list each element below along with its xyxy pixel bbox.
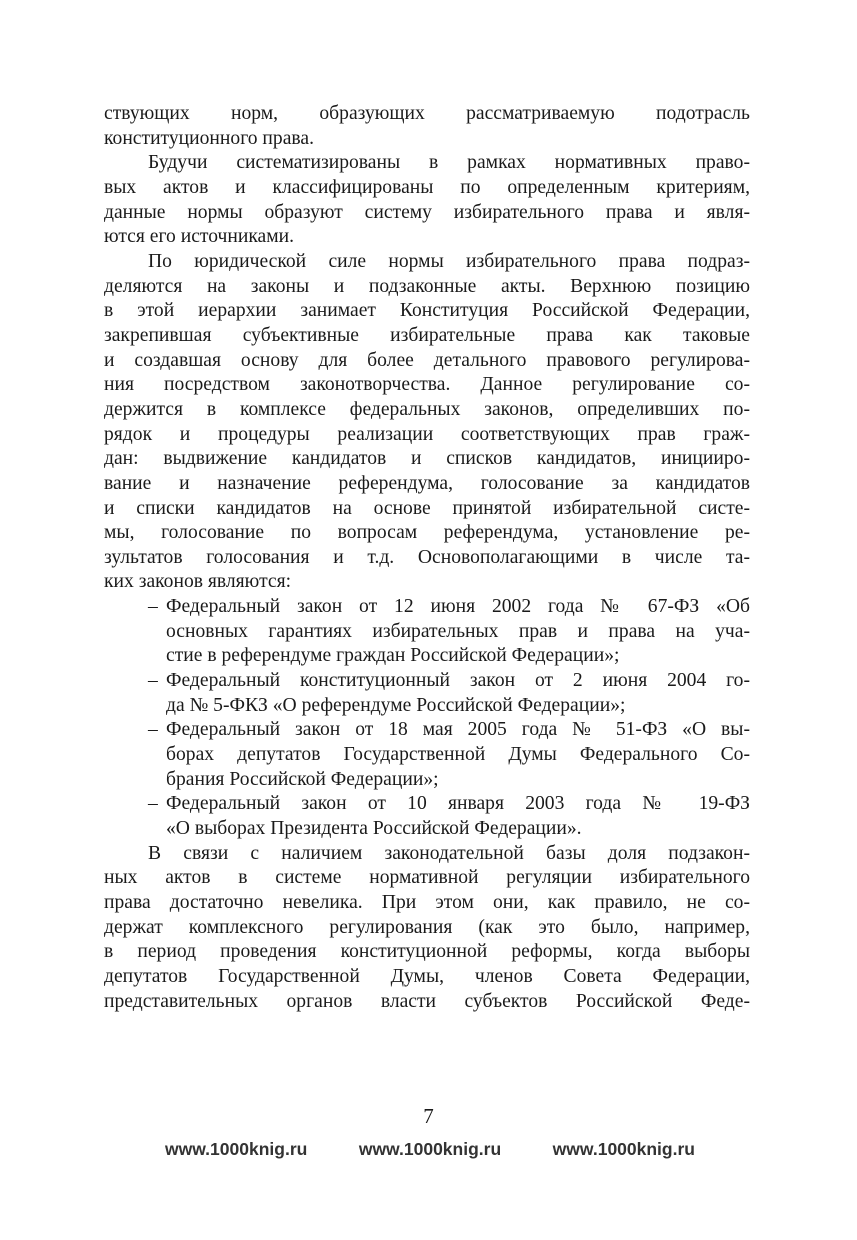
footer-link[interactable]: www.1000knig.ru — [552, 1139, 695, 1159]
list-item-line — [104, 595, 750, 620]
text-line: деляются на законы и подзаконные акты. Верхнюю позицию — [104, 275, 750, 297]
text-line: ких законов являются: — [104, 571, 292, 593]
text-line: ствующих норм, образующих рассматриваемую подотрасль — [104, 103, 750, 124]
text-line: рядок и процедуры реализации соответствующих прав граж- — [104, 423, 750, 445]
text-line: ния посредством законотворчества. Данное регулирование со- — [104, 374, 750, 396]
text-line: дан: выдвижение кандидатов и списков кандидатов, иницииро- — [104, 448, 750, 470]
body-text — [104, 102, 750, 1014]
text-line: основных гарантиях избирательных прав и права на уча- — [166, 620, 750, 642]
text-line: Будучи систематизированы в рамках нормативных право- — [148, 152, 750, 174]
text-line: вых актов и классифицированы по определенным критериям, — [104, 176, 750, 198]
text-line: держат комплексного регулирования (как это было, например, — [104, 916, 750, 938]
text-line: данные нормы образуют систему избирательного права и явля- — [104, 201, 750, 223]
text-line: борах депутатов Государственной Думы Федерального Со- — [166, 744, 750, 766]
text-line: зультатов голосования и т.д. Основополагающими в числе та- — [104, 546, 750, 568]
text-line: ных актов в системе нормативной регуляции избирательного — [104, 867, 750, 889]
list-dash: – — [148, 670, 158, 692]
text-line: стие в референдуме граждан Российской Федерации»; — [166, 645, 620, 667]
page-number: 7 — [423, 1104, 434, 1128]
text-line: закрепившая субъективные избирательные права как таковые — [104, 324, 750, 346]
text-line: мы, голосование по вопросам референдума, установление ре- — [104, 522, 750, 544]
text-line: ются его источниками. — [104, 226, 295, 248]
text-line: депутатов Государственной Думы, членов Совета Федерации, — [104, 965, 750, 987]
text-line: По юридической силе нормы избирательного права подраз- — [148, 250, 750, 272]
text-line: «О выборах Президента Российской Федерации». — [166, 818, 582, 840]
text-line: держится в комплексе федеральных законов, определивших по- — [104, 398, 750, 420]
list-item-text: Федеральный конституционный закон от 2 июня 2004 го- — [166, 670, 750, 692]
text-line: брания Российской Федерации»; — [166, 768, 439, 790]
text-line: и списки кандидатов на основе принятой избирательной систе- — [104, 497, 750, 519]
text-line: В связи с наличием законодательной базы доля подзакон- — [148, 842, 750, 864]
list-dash: – — [148, 596, 158, 618]
text-line: и создавшая основу для более детального правового регулирова- — [104, 349, 750, 371]
text-line: конституционного права. — [104, 127, 315, 149]
list-dash: – — [148, 719, 158, 741]
text-line: в этой иерархии занимает Конституция Российской Федерации, — [104, 300, 750, 322]
list-item-line — [104, 792, 750, 817]
text-line: в период проведения конституционной реформы, когда выборы — [104, 941, 750, 963]
list-item-line — [104, 669, 750, 694]
list-item-text: Федеральный закон от 18 мая 2005 года № 51-ФЗ «О вы- — [166, 719, 750, 741]
list-dash: – — [148, 793, 158, 815]
footer-link[interactable]: www.1000knig.ru — [358, 1139, 502, 1159]
list-item-text: Федеральный закон от 10 января 2003 года № 19-ФЗ — [166, 793, 750, 815]
text-line: права достаточно невелика. При этом они, как правило, не со- — [104, 892, 750, 913]
text-line: вание и назначение референдума, голосование за кандидатов — [104, 472, 750, 494]
footer-link[interactable]: www.1000knig.ru — [165, 1139, 308, 1159]
text-line: представительных органов власти субъектов Российской Феде- — [104, 990, 750, 1012]
list-item-text: Федеральный закон от 12 июня 2002 года № 67-ФЗ «Об — [166, 596, 750, 618]
text-line: да № 5-ФКЗ «О референдуме Российской Федерации»; — [166, 694, 626, 716]
list-item-line — [104, 718, 750, 743]
footer — [165, 1139, 695, 1160]
